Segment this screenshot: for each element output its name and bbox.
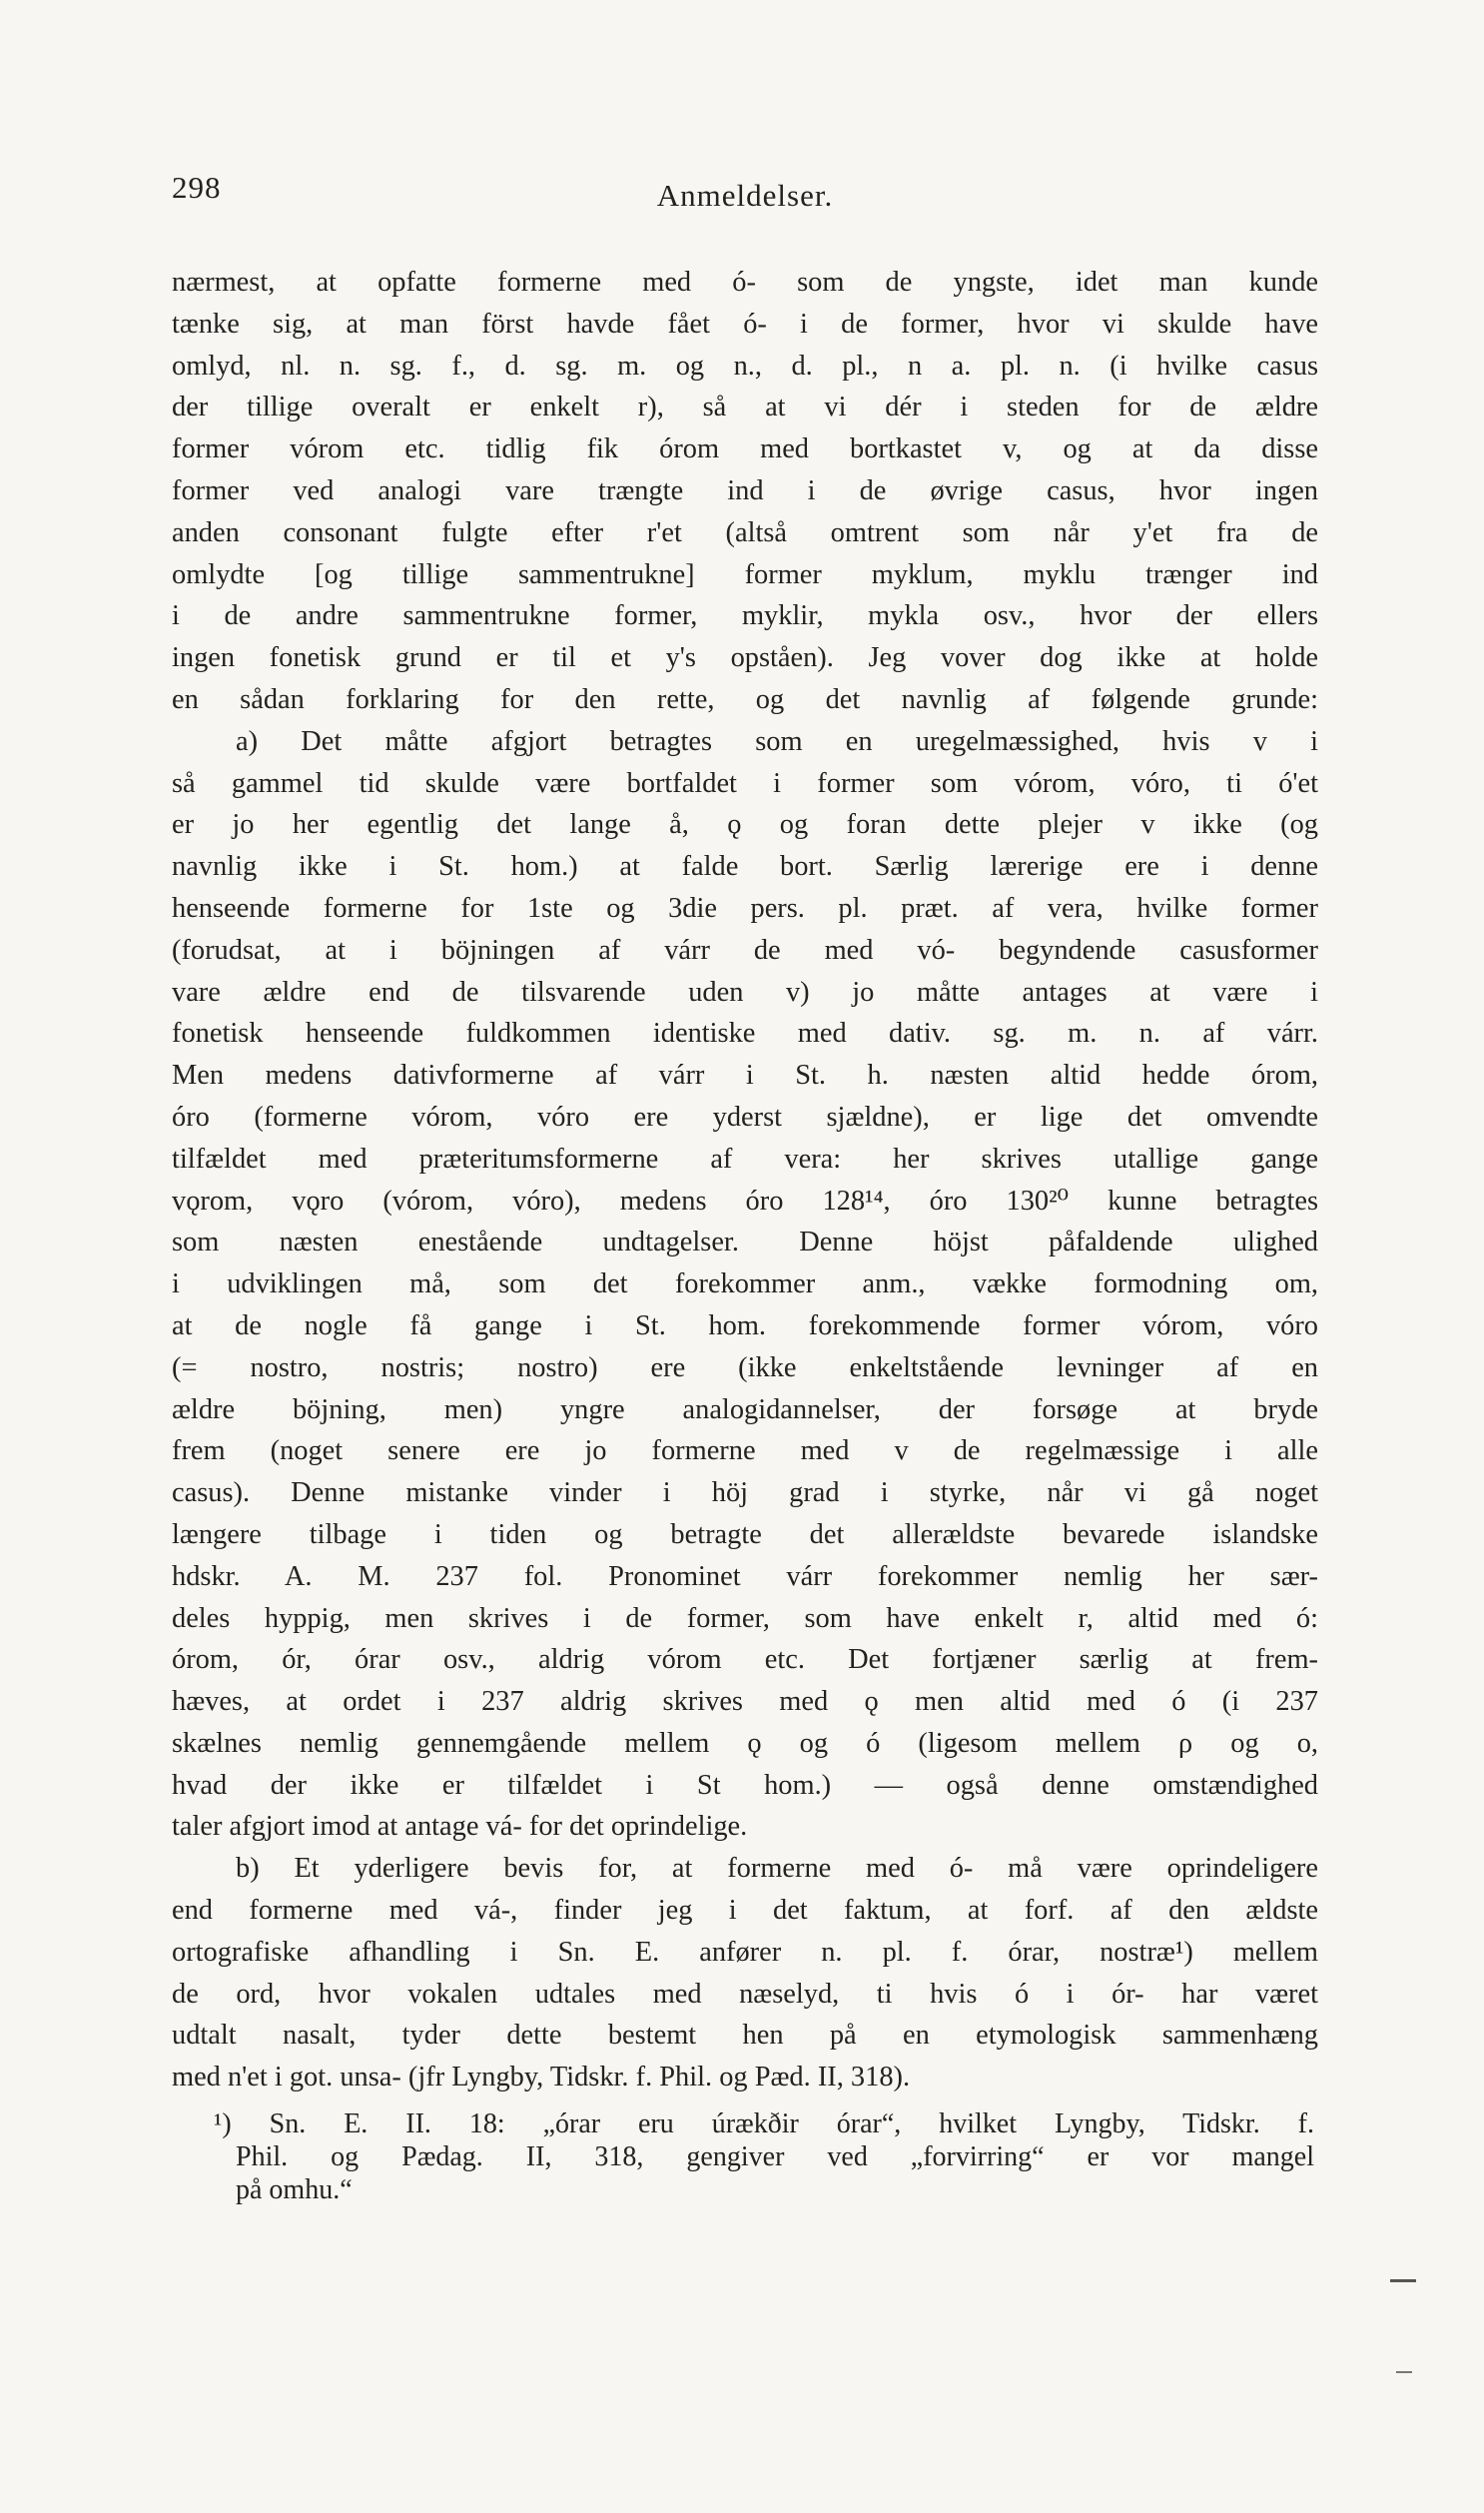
page-number: 298 [172, 170, 222, 205]
text-line: navnlig ikke i St. hom.) at falde bort. Særlig lærerige ere i denne [172, 851, 1318, 883]
text-line: at de nogle få gange i St. hom. forekommende former vórom, vóro [172, 1309, 1318, 1341]
text-line: omlydte [og tillige sammentrukne] former myklum, myklu trænger ind [172, 558, 1318, 590]
text-line: former ved analogi vare trængte ind i de øvrige casus, hvor ingen [172, 474, 1318, 506]
body-text [172, 262, 1318, 2098]
text-line: så gammel tid skulde være bortfaldet i former som vórom, vóro, ti ó'et [172, 767, 1318, 799]
text-line: henseende formerne for 1ste og 3die pers. pl. præt. af vera, hvilke former [172, 892, 1318, 924]
running-head: Anmeldelser. [656, 178, 834, 213]
text-line: tilfældet med præteritumsformerne af vera: her skrives utallige gange [172, 1143, 1318, 1175]
text-line: vare ældre end de tilsvarende uden v) jo måtte antages at være i [172, 976, 1318, 1008]
text-line: ortografiske afhandling i Sn. E. anfører n. pl. f. órar, nostræ¹) mellem [172, 1936, 1318, 1968]
text-line: hvad der ikke er tilfældet i St hom.) — også denne omstændighed [172, 1769, 1318, 1801]
text-line: frem (noget senere ere jo formerne med v de regelmæssige i alle [172, 1435, 1318, 1467]
text-line: ingen fonetisk grund er til et y's opståen). Jeg vover dog ikke at holde [172, 642, 1318, 674]
text-line: (forudsat, at i böjningen af várr de med vó- begyndende casusformer [172, 934, 1318, 966]
text-line: hæves, at ordet i 237 aldrig skrives med ǫ men altid med ó (i 237 [172, 1686, 1318, 1718]
text-line: i udviklingen må, som det forekommer anm., vække formodning om, [172, 1268, 1318, 1300]
text-line: der tillige overalt er enkelt r), så at vi dér i steden for de ældre [172, 392, 1318, 423]
text-line: længere tilbage i tiden og betragte det allerældste bevarede islandske [172, 1518, 1318, 1550]
text-line: Men medens dativformerne af várr i St. h. næsten altid hedde órom, [172, 1060, 1318, 1092]
text-line: nærmest, at opfatte formerne med ó- som de yngste, idet man kunde [172, 267, 1318, 298]
text-line: er jo her egentlig det lange å, ǫ og foran dette plejer v ikke (og [172, 809, 1318, 841]
text-line: anden consonant fulgte efter r'et (altså omtrent som når y'et fra de [172, 516, 1318, 548]
text-line: omlyd, nl. n. sg. f., d. sg. m. og n., d. pl., n a. pl. n. (i hvilke casus [172, 350, 1318, 382]
text-line: fonetisk henseende fuldkommen identiske med dativ. sg. m. n. af várr. [172, 1018, 1318, 1050]
text-line: en sådan forklaring for den rette, og det navnlig af følgende grunde: [172, 683, 1318, 715]
footnote-line: ¹) Sn. E. II. 18: „órar eru úrækðir órar“, hvilket Lyngby, Tidskr. f. [214, 2108, 1314, 2139]
margin-mark [1390, 2279, 1416, 2282]
text-line: a) Det måtte afgjort betragtes som en uregelmæssighed, hvis v i [236, 725, 1318, 757]
text-line: órom, ór, órar osv., aldrig vórom etc. Det fortjæner særlig at frem- [172, 1644, 1318, 1676]
text-line: b) Et yderligere bevis for, at formerne med ó- må være oprindeligere [236, 1853, 1318, 1885]
text-line: end formerne med vá-, finder jeg i det faktum, at forf. af den ældste [172, 1895, 1318, 1927]
text-line: ældre böjning, men) yngre analogidannelser, der forsøge at bryde [172, 1393, 1318, 1425]
text-line: tænke sig, at man först havde fået ó- i de former, hvor vi skulde have [172, 308, 1318, 340]
text-line: hdskr. A. M. 237 fol. Pronominet várr forekommer nemlig her sær- [172, 1560, 1318, 1592]
text-line: (= nostro, nostris; nostro) ere (ikke enkeltstående levninger af en [172, 1351, 1318, 1383]
text-line: taler afgjort imod at antage vá- for det oprindelige. [172, 1811, 748, 1843]
margin-mark [1396, 2371, 1412, 2373]
text-line: i de andre sammentrukne former, myklir, mykla osv., hvor der ellers [172, 600, 1318, 632]
text-line: udtalt nasalt, tyder dette bestemt hen på en etymologisk sammenhæng [172, 2020, 1318, 2052]
text-line: som næsten enestående undtagelser. Denne höjst påfaldende ulighed [172, 1227, 1318, 1258]
text-line: óro (formerne vórom, vóro ere yderst sjældne), er lige det omvendte [172, 1101, 1318, 1133]
text-line: de ord, hvor vokalen udtales med næselyd, ti hvis ó i ór- har været [172, 1978, 1318, 2010]
footnote-line: Phil. og Pædag. II, 318, gengiver ved „forvirring“ er vor mangel [236, 2141, 1314, 2172]
text-line: skælnes nemlig gennemgående mellem ǫ og ó (ligesom mellem ρ og o, [172, 1727, 1318, 1759]
footnote-line: på omhu.“ [236, 2174, 353, 2205]
text-line: deles hyppig, men skrives i de former, som have enkelt r, altid med ó: [172, 1602, 1318, 1634]
footnote [214, 2107, 1314, 2206]
text-line: vǫrom, vǫro (vórom, vóro), medens óro 128¹⁴, óro 130²⁰ kunne betragtes [172, 1185, 1318, 1217]
text-line: former vórom etc. tidlig fik órom med bortkastet v, og at da disse [172, 433, 1318, 465]
page-header [172, 170, 1318, 220]
text-line: casus). Denne mistanke vinder i höj grad i styrke, når vi gå noget [172, 1477, 1318, 1509]
text-line: med n'et i got. unsa- (jfr Lyngby, Tidskr. f. Phil. og Pæd. II, 318). [172, 2062, 911, 2094]
